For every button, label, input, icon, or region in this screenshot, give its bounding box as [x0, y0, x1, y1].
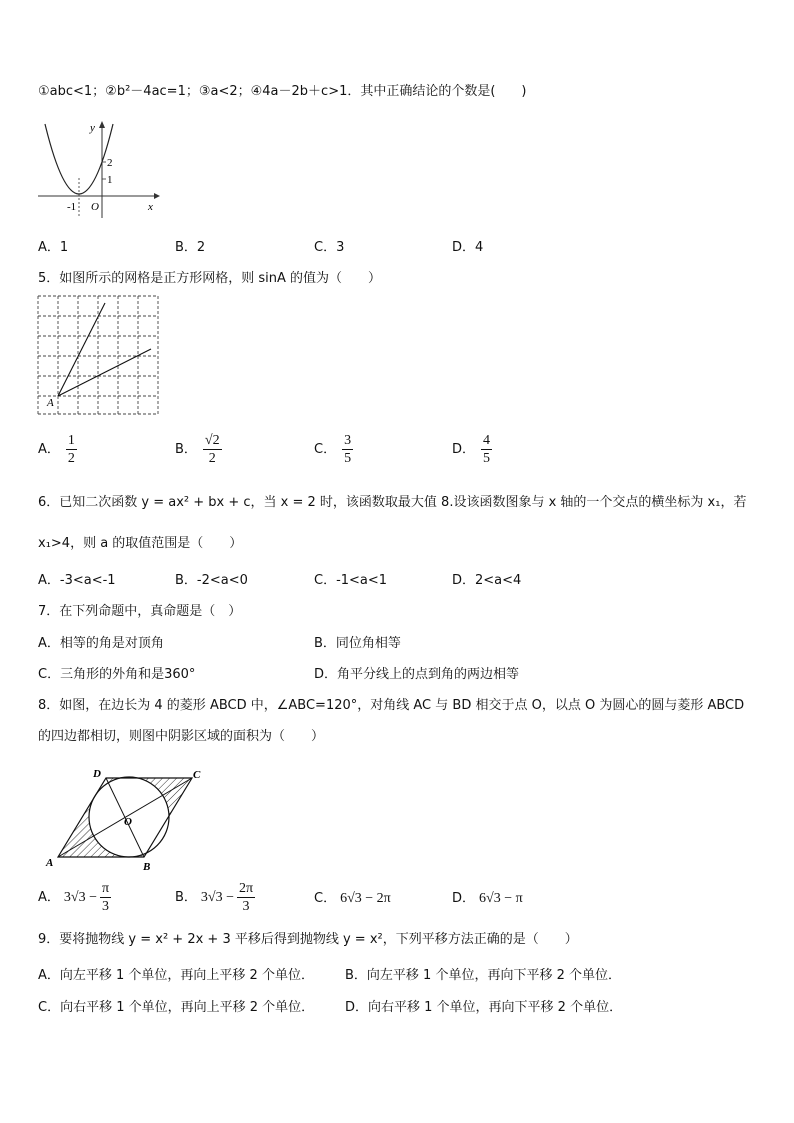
q8-option-d[interactable]: D． 6√3 − π [452, 891, 523, 906]
origin-label: O [91, 201, 99, 213]
center-o-label: O [124, 816, 132, 828]
q7-stem: 7．在下列命题中，真命题是（ ） [38, 604, 242, 619]
x-axis-label: x [148, 201, 153, 213]
vertex-c-label: C [193, 769, 201, 781]
q5-option-a[interactable]: A． $\frac{1}{2}$ [38, 433, 75, 466]
q5-option-b[interactable]: B． $\frac{√2}{2}$ [175, 433, 220, 466]
vertex-a-label: A [46, 857, 54, 869]
q4-stem: ①abc<1；②b²－4ac=1；③a<2；④4a－2b＋c>1．其中正确结论的个数是( ) [38, 84, 527, 99]
q8-stem-line1: 8．如图，在边长为 4 的菱形 ABCD 中，∠ABC=120°，对角线 AC 与 BD 相交于点 O，以点 O 为圆心的圆与菱形 ABCD [38, 698, 745, 713]
q5-stem: 5．如图所示的网格是正方形网格，则 sinA 的值为（ ） [38, 271, 382, 286]
q6-option-b[interactable]: B．-2<a<0 [175, 573, 248, 588]
q6-option-a[interactable]: A．-3<a<-1 [38, 573, 116, 588]
q6-option-c[interactable]: C．-1<a<1 [314, 573, 388, 588]
q9-option-d[interactable]: D．向右平移 1 个单位，再向下平移 2 个单位． [345, 1000, 623, 1015]
q7-option-c[interactable]: C．三角形的外角和是360° [38, 667, 196, 682]
q8-option-c[interactable]: C． 6√3 − 2π [314, 891, 391, 906]
q4-parabola-graph [36, 118, 166, 218]
q4-option-c[interactable]: C．3 [314, 240, 345, 255]
q7-option-a[interactable]: A．相等的角是对顶角 [38, 636, 164, 651]
tick-x-minus1: -1 [67, 201, 77, 213]
vertex-b-label: B [143, 861, 151, 870]
q7-option-b[interactable]: B．同位角相等 [314, 636, 401, 651]
q7-option-d[interactable]: D．角平分线上的点到角的两边相等 [314, 667, 520, 682]
q4-option-b[interactable]: B．2 [175, 240, 206, 255]
q4-option-a[interactable]: A．1 [38, 240, 69, 255]
q8-option-a[interactable]: A． 3√3 − $\frac{\pi}{3}$ [38, 881, 110, 914]
q5-option-c[interactable]: C． $\frac{3}{5}$ [314, 433, 352, 466]
q8-rhombus-figure [40, 766, 210, 870]
y-axis-label: y [90, 122, 95, 134]
q8-option-b[interactable]: B． 3√3 − $\frac{2\pi}{3}$ [175, 881, 254, 914]
q9-option-b[interactable]: B．向左平移 1 个单位，再向下平移 2 个单位． [345, 968, 621, 983]
q6-stem-line1: 6．已知二次函数 y = ax² + bx + c，当 x = 2 时，该函数取最大值 8.设该函数图象与 x 轴的一个交点的横坐标为 x₁，若 [38, 495, 747, 510]
q6-option-d[interactable]: D．2<a<4 [452, 573, 522, 588]
tick-y-2: 2 [107, 157, 113, 169]
q9-option-a[interactable]: A．向左平移 1 个单位，再向上平移 2 个单位． [38, 968, 314, 983]
q8-stem-line2: 的四边都相切，则图中阴影区域的面积为（ ） [38, 729, 325, 744]
point-a-label: A [47, 397, 54, 409]
tick-y-1: 1 [107, 174, 113, 186]
q5-option-d[interactable]: D． $\frac{4}{5}$ [452, 433, 491, 466]
q9-option-c[interactable]: C．向右平移 1 个单位，再向上平移 2 个单位． [38, 1000, 315, 1015]
q4-option-d[interactable]: D．4 [452, 240, 484, 255]
q9-stem: 9．要将抛物线 y = x² + 2x + 3 平移后得到抛物线 y = x²，下列平移方法正确的是（ ） [38, 932, 578, 947]
vertex-d-label: D [93, 768, 101, 780]
q5-grid-figure [36, 294, 166, 416]
q6-stem-line2: x₁>4，则 a 的取值范围是（ ） [38, 536, 243, 551]
